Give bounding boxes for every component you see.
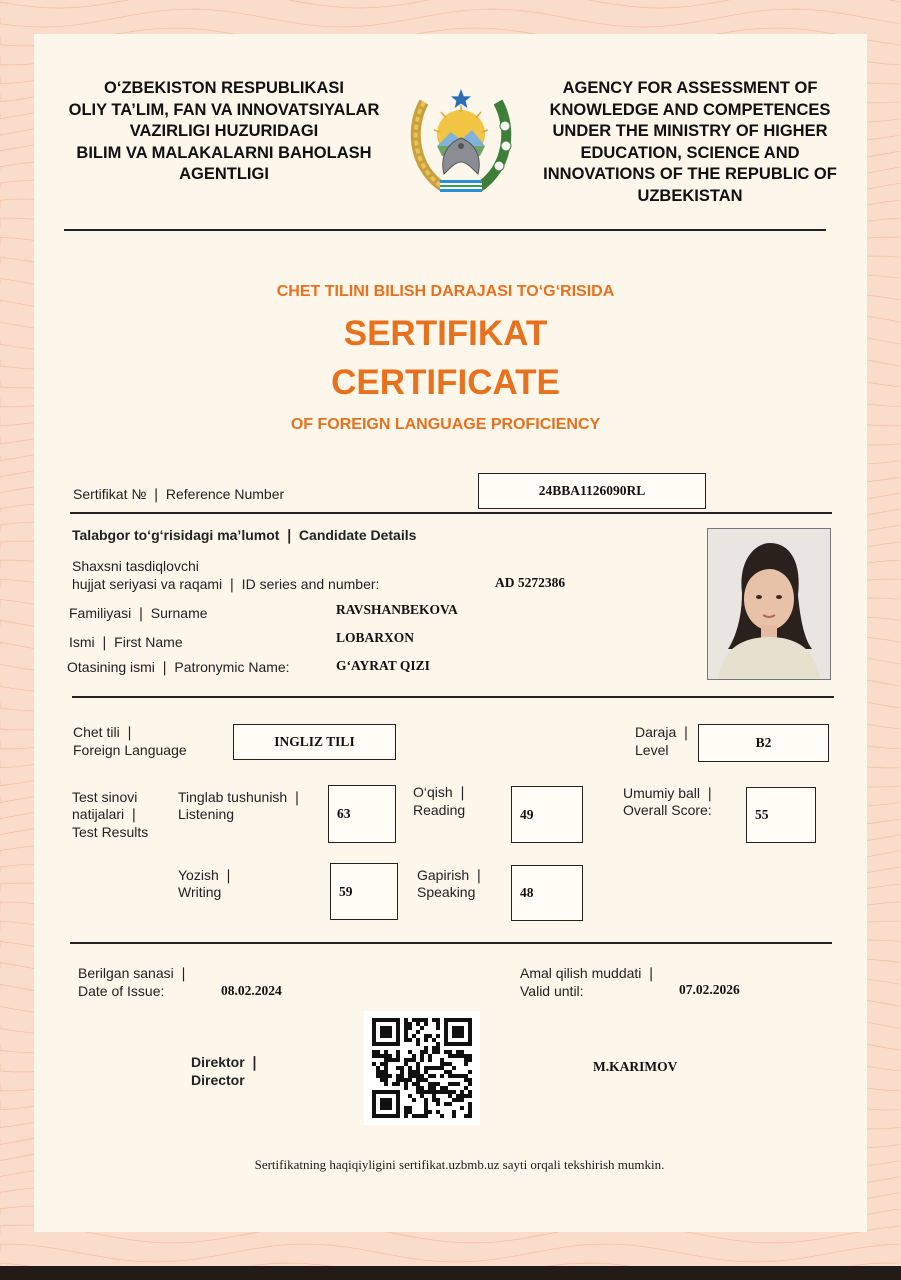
results-label-line-2: natijalari ❘ [72, 806, 140, 822]
level-value: B2 [755, 735, 772, 750]
writing-score: 59 [339, 883, 353, 899]
header-left-line: OLIY TA’LIM, FAN VA INNOVATSIYALAR [68, 100, 380, 119]
header-divider [64, 229, 826, 231]
reference-divider [70, 512, 832, 514]
reading-label-line-1: O‘qish ❘ [413, 784, 469, 800]
id-label-line-1: Shaxsni tasdiqlovchi [72, 558, 199, 574]
id-value: AD 5272386 [495, 575, 566, 590]
reading-score-box [511, 786, 583, 843]
listening-score-box [328, 785, 396, 843]
reference-label: Sertifikat № ❘ Reference Number [73, 486, 285, 502]
agency-name-uzbek [44, 78, 404, 186]
header-right-line: INNOVATIONS OF THE REPUBLIC OF [543, 165, 837, 183]
listening-label-line-1: Tinglab tushunish ❘ [178, 789, 303, 805]
reference-number-box [478, 473, 706, 509]
candidate-photo [707, 528, 831, 680]
issue-date-value: 08.02.2024 [221, 983, 282, 998]
header-right-line: AGENCY FOR ASSESSMENT OF [562, 79, 818, 97]
speaking-score: 48 [520, 885, 534, 900]
language-value: INGLIZ TILI [274, 734, 355, 749]
reading-label-line-2: Reading [413, 802, 466, 818]
writing-score-box [330, 863, 398, 920]
overall-label-line-1: Umumiy ball ❘ [623, 785, 716, 801]
header-left-line: AGENTLIGI [179, 165, 269, 183]
candidate-section-title: Talabgor to‘g‘risidagi ma’lumot ❘ Candidate Details [72, 527, 417, 543]
valid-until-value: 07.02.2026 [679, 982, 740, 997]
title-certificate: CERTIFICATE [331, 363, 560, 402]
header-right-line: KNOWLEDGE AND COMPETENCES [549, 100, 831, 119]
reference-number-value: 24BBA1126090RL [538, 483, 646, 498]
valid-until-label-line-1: Amal qilish muddati ❘ [520, 965, 658, 981]
language-box [233, 724, 396, 760]
bottom-strip [0, 1266, 901, 1280]
surname-value: RAVSHANBEKOVA [336, 602, 458, 617]
header-right-line: EDUCATION, SCIENCE AND [580, 143, 800, 162]
candidate-divider [72, 696, 834, 698]
language-label-line-2: Foreign Language [73, 742, 187, 758]
patronymic-value: G‘AYRAT QIZI [336, 658, 430, 673]
title-line-1: CHET TILINI BILISH DARAJASI TO‘G‘RISIDA [276, 283, 615, 300]
overall-score-box [746, 787, 816, 843]
issue-date-label-line-2: Date of Issue: [78, 983, 165, 999]
listening-score: 63 [337, 806, 351, 821]
level-box [698, 724, 829, 762]
qr-code[interactable] [364, 1011, 480, 1125]
title-sertifikat: SERTIFIKAT [343, 314, 548, 353]
header-right-line: UZBEKISTAN [637, 186, 743, 205]
speaking-label-line-2: Speaking [417, 884, 476, 900]
listening-label-line-2: Listening [178, 806, 235, 822]
state-emblem-icon [406, 82, 516, 198]
overall-score: 55 [755, 807, 769, 822]
reading-score: 49 [520, 806, 534, 822]
director-name: M.KARIMOV [593, 1059, 678, 1074]
header-left-line: BILIM VA MALAKALARNI BAHOLASH [76, 143, 372, 162]
header-left-line: VAZIRLIGI HUZURIDAGI [129, 122, 319, 140]
agency-name-english [518, 78, 862, 207]
title-line-4: OF FOREIGN LANGUAGE PROFICIENCY [290, 416, 601, 433]
director-label-line-2: Director [191, 1072, 245, 1088]
surname-label: Familiyasi ❘ Surname [69, 605, 208, 621]
level-label-line-1: Daraja ❘ [635, 724, 692, 740]
results-label-line-1: Test sinovi [72, 789, 138, 805]
header-right-line: UNDER THE MINISTRY OF HIGHER [552, 122, 828, 140]
writing-label-line-2: Writing [178, 884, 222, 900]
director-label-line-1: Direktor ❘ [191, 1054, 261, 1070]
patronymic-label: Otasining ismi ❘ Patronymic Name: [67, 659, 290, 675]
speaking-label-line-1: Gapirish ❘ [417, 867, 485, 883]
results-divider [70, 942, 832, 944]
id-label-line-2: hujjat seriyasi va raqami ❘ ID series and number: [72, 576, 380, 592]
header-left-line: O‘ZBEKISTON RESPUBLIKASI [104, 79, 344, 97]
firstname-label: Ismi ❘ First Name [69, 634, 183, 650]
firstname-value: LOBARXON [336, 630, 415, 645]
results-label-line-3: Test Results [72, 824, 149, 840]
writing-label-line-1: Yozish ❘ [178, 867, 235, 883]
verification-note: Sertifikatning haqiqiyligini sertifikat.uzbmb.uz sayti orqali tekshirish mumkin. [254, 1157, 665, 1172]
valid-until-label-line-2: Valid until: [520, 983, 584, 999]
certificate-sheet [34, 34, 867, 1232]
level-label-line-2: Level [635, 742, 669, 758]
overall-label-line-2: Overall Score: [623, 802, 712, 818]
language-label-line-1: Chet tili ❘ [73, 724, 136, 740]
issue-date-label-line-1: Berilgan sanasi ❘ [78, 965, 190, 981]
speaking-score-box [511, 865, 583, 921]
